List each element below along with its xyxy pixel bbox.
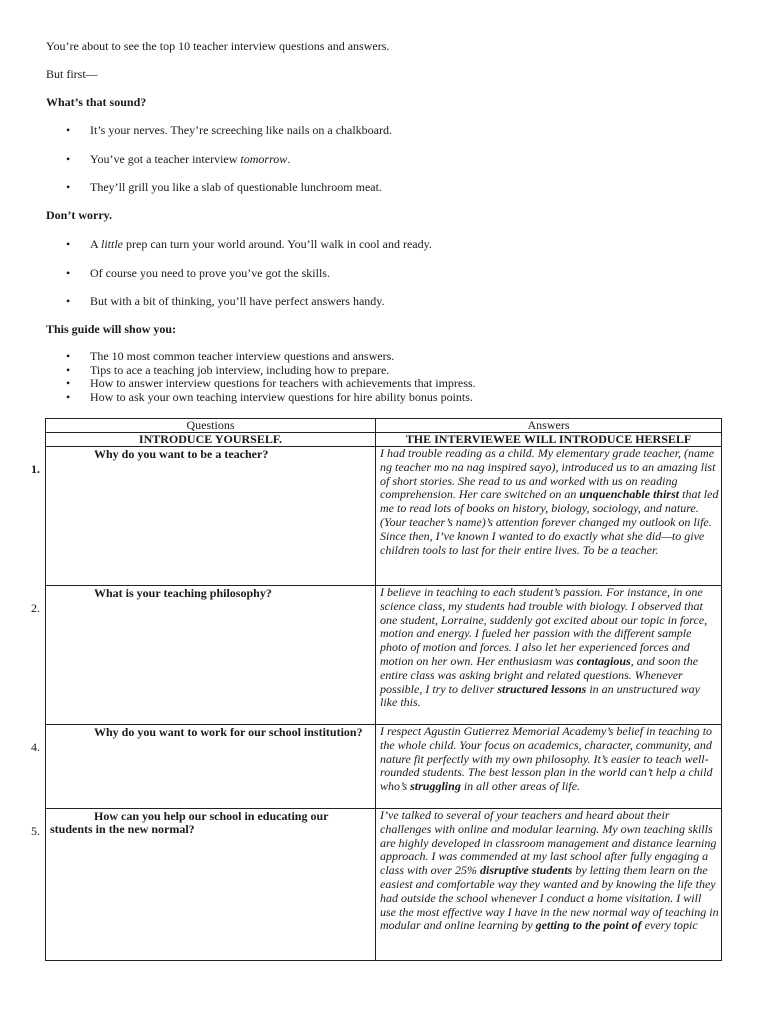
intro-question-cell: INTRODUCE YOURSELF.	[46, 433, 376, 447]
heading-whats-that-sound: What’s that sound?	[46, 95, 147, 109]
intro-line-1: You’re about to see the top 10 teacher interview questions and answers.	[46, 39, 390, 53]
row-number: 1.	[31, 462, 40, 476]
question-cell: What is your teaching philosophy?	[46, 586, 376, 725]
list-item: • You’ve got a teacher interview tomorrow.	[46, 152, 392, 166]
heading-guide: This guide will show you:	[46, 322, 177, 336]
table-row	[46, 809, 722, 961]
answer-cell: I believe in teaching to each student’s passion. For instance, in one science class, my students had trouble with biology. I observed that one student, Lorraine, suddenly got excited about our topic in force, motion and energy. I fueled her passion with the different sample photo of motion and forces. I also let her experienced forces and motion on her own. Her enthusiasm was contagious, and soon the entire class was asking bright and related questions. Whenever possible, I try to deliver structured lessons in an unstructured way like this.	[376, 586, 722, 725]
row-number: 4.	[31, 740, 40, 754]
qa-table	[45, 418, 722, 961]
guide-bullet-list	[46, 350, 476, 405]
column-header-answers: Answers	[376, 419, 722, 433]
table-header-row	[46, 419, 722, 433]
question-cell: Why do you want to be a teacher?	[46, 447, 376, 586]
table-row	[46, 447, 722, 586]
row-number: 2.	[31, 601, 40, 615]
sound-bullet-list	[46, 123, 392, 209]
answer-cell: I respect Agustin Gutierrez Memorial Academy’s belief in teaching to the whole child. Your focus on academics, character, community, and nature fit perfectly with my own philosophy. It’s easier to teach well-rounded students. The best lesson plan in the world can’t help a child who’s struggling in all other areas of life.	[376, 725, 722, 809]
list-item: • But with a bit of thinking, you’ll have perfect answers handy.	[46, 294, 432, 308]
table-row	[46, 725, 722, 809]
list-item: • The 10 most common teacher interview questions and answers.	[46, 350, 476, 364]
list-item: • Tips to ace a teaching job interview, including how to prepare.	[46, 364, 476, 378]
intro-line-2: But first—	[46, 67, 98, 81]
list-item: • It’s your nerves. They’re screeching like nails on a chalkboard.	[46, 123, 392, 137]
table-row	[46, 586, 722, 725]
worry-bullet-list	[46, 237, 432, 323]
answer-cell: I’ve talked to several of your teachers and heard about their challenges with online and modular learning. My own teaching skills are highly developed in classroom management and distance learning approach. I was commended at my last school after fully engaging a class with over 25% disruptive students by letting them learn on the easiest and comfortable way they wanted and by knowing the life they had outside the school whenever I conduct a home visitation. I will use the most effective way I have in the new normal way of teaching in modular and online learning by getting to the point of every topic	[376, 809, 722, 961]
table-row-introduce	[46, 433, 722, 447]
heading-dont-worry: Don’t worry.	[46, 208, 112, 222]
list-item: • They’ll grill you like a slab of questionable lunchroom meat.	[46, 180, 392, 194]
question-cell: Why do you want to work for our school institution?	[46, 725, 376, 809]
row-number: 5.	[31, 824, 40, 838]
list-item: • How to ask your own teaching interview questions for hire ability bonus points.	[46, 391, 476, 405]
column-header-questions: Questions	[46, 419, 376, 433]
intro-answer-cell: THE INTERVIEWEE WILL INTRODUCE HERSELF	[376, 433, 722, 447]
list-item: • Of course you need to prove you’ve got the skills.	[46, 266, 432, 280]
answer-cell: I had trouble reading as a child. My elementary grade teacher, (name ng teacher mo na nag inspired sayo), introduced us to an amazing list of short stories. She read to us and worked with us on reading comprehension. Her care switched on an unquenchable thirst that led me to read lots of books on history, biology, sociology, and nature. (Your teacher’s name)’s attention forever changed my outlook on life. Since then, I’ve known I wanted to do exactly what she did—to give children tools to last for their entire lives. To be a teacher.	[376, 447, 722, 586]
list-item: • How to answer interview questions for teachers with achievements that impress.	[46, 377, 476, 391]
list-item: • A little prep can turn your world around. You’ll walk in cool and ready.	[46, 237, 432, 251]
question-cell: How can you help our school in educating our students in the new normal?	[46, 809, 376, 961]
